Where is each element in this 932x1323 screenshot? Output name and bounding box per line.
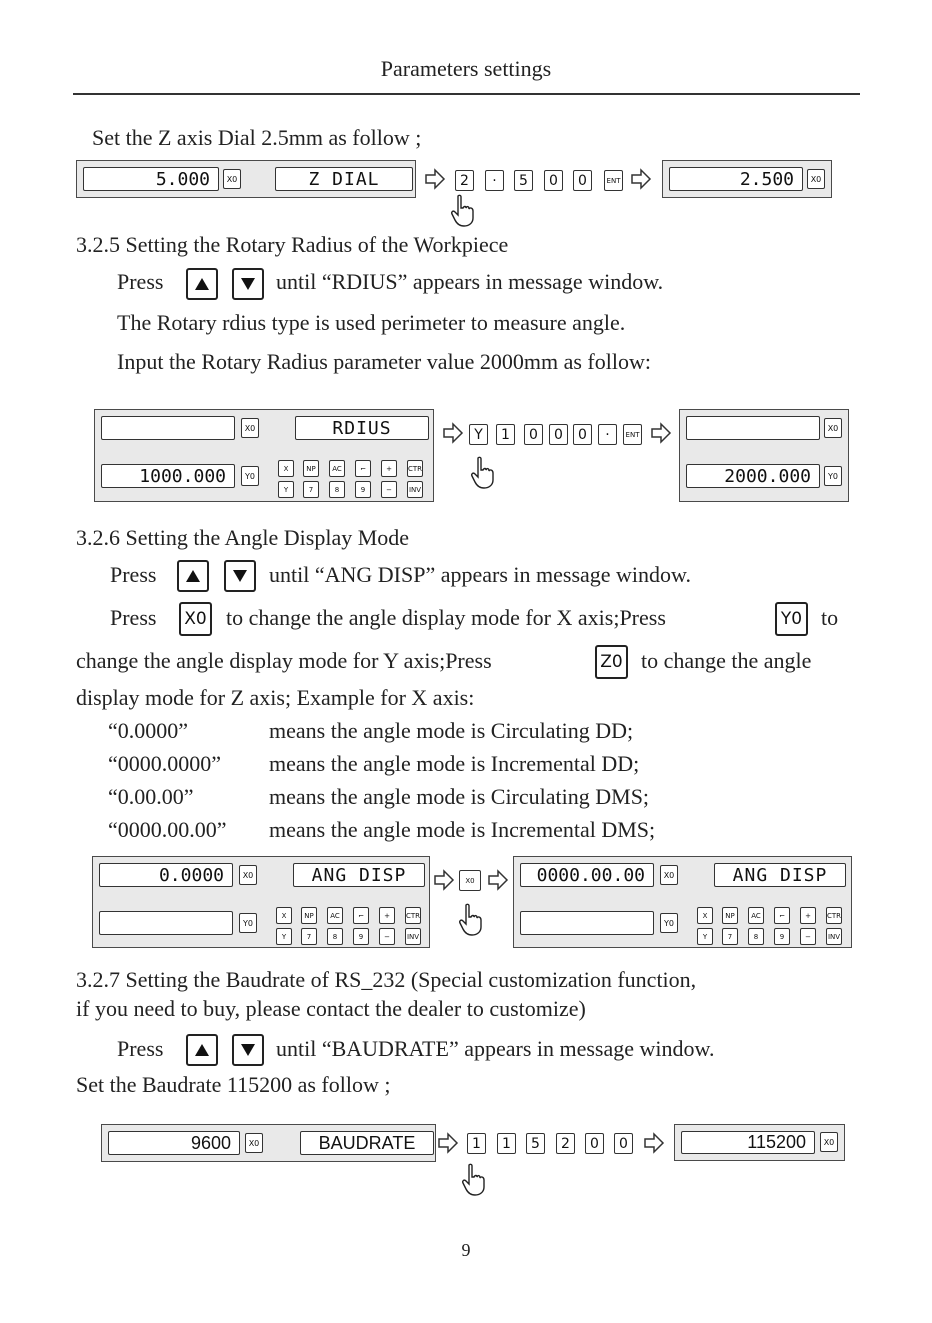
keypad-key: AC: [748, 907, 764, 924]
key-point: ·: [598, 424, 617, 445]
down-key-icon: [224, 560, 256, 592]
z-dial-display-panel: [76, 160, 416, 198]
x-axis-display: 2.500: [669, 167, 803, 191]
rotary-result-panel: [679, 409, 849, 502]
key-0: 0: [614, 1133, 633, 1154]
key-2: 2: [455, 170, 474, 191]
up-key-icon: [186, 268, 218, 300]
x-axis-display: [686, 416, 820, 440]
keypad-key: 7: [722, 928, 738, 945]
section-heading: 3.2.7 Setting the Baudrate of RS_232 (Special customization function,: [76, 967, 697, 992]
rotary-display-panel: [94, 409, 434, 502]
section-heading: 3.2.6 Setting the Angle Display Mode: [76, 525, 410, 550]
keypad-key: +: [381, 460, 397, 477]
y-axis-display: 2000.000: [686, 464, 820, 488]
key-0: 0: [549, 424, 568, 445]
key-0: 0: [524, 424, 543, 445]
paragraph-line: The Rotary rdius type is used perimeter to measure angle.: [117, 310, 626, 335]
x0-label: X0: [807, 169, 825, 189]
z0-key: Z0: [595, 645, 628, 679]
arrow-right-icon: [643, 1132, 665, 1154]
section-heading-cont: if you need to buy, please contact the dealer to customize): [76, 996, 586, 1021]
press-text: Press: [110, 605, 157, 630]
key-0: 0: [544, 170, 563, 191]
x-axis-display: 115200: [681, 1131, 815, 1154]
keypad-key: Y: [276, 928, 292, 945]
message-window: ANG DISP: [293, 863, 425, 887]
angle-display-panel: [92, 856, 430, 948]
paragraph-text: display mode for Z axis; Example for X axis:: [76, 685, 475, 710]
key-1: 1: [467, 1133, 486, 1154]
angle-result-panel: [513, 856, 852, 948]
keypad-key: AC: [327, 907, 343, 924]
keypad-key: ⌐: [355, 460, 371, 477]
mode-description: means the angle mode is Circulating DD;: [269, 718, 634, 743]
until-text: until “ANG DISP” appears in message window.: [269, 562, 691, 587]
key-enter: ENT: [604, 170, 623, 191]
keypad-key: −: [379, 928, 395, 945]
key-1: 1: [496, 424, 515, 445]
keypad-key: X: [697, 907, 713, 924]
keypad-key: NP: [722, 907, 738, 924]
x0-label: X0: [223, 169, 241, 189]
keypad-key: Y: [697, 928, 713, 945]
paragraph-text: to change the angle display mode for X axis;Press: [226, 605, 666, 630]
keypad-key: NP: [301, 907, 317, 924]
message-window: Z DIAL: [275, 167, 413, 191]
arrow-right-icon: [650, 422, 672, 444]
key-y: Y: [469, 424, 488, 445]
message-window: BAUDRATE: [300, 1131, 434, 1155]
key-point: ·: [485, 170, 504, 191]
keypad-key: ⌐: [774, 907, 790, 924]
keypad-key: +: [379, 907, 395, 924]
y-axis-display: [520, 911, 654, 935]
keypad-key: 9: [355, 481, 371, 498]
press-text: Press: [117, 269, 164, 294]
z-dial-result-panel: [662, 160, 832, 198]
arrow-right-icon: [487, 869, 509, 891]
paragraph-text: to change the angle: [641, 648, 812, 673]
keypad-key: INV: [405, 928, 421, 945]
keypad-key: CTR: [405, 907, 421, 924]
keypad-key: NP: [303, 460, 319, 477]
paragraph-line: Set the Baudrate 115200 as follow ;: [76, 1072, 391, 1097]
x0-label: X0: [660, 865, 678, 885]
mode-description: means the angle mode is Circulating DMS;: [269, 784, 650, 809]
x0-label: X0: [239, 865, 257, 885]
baud-display-panel: [101, 1124, 436, 1162]
keypad-key: 8: [748, 928, 764, 945]
x0-key: X0: [179, 602, 212, 636]
pointing-hand-icon: [470, 456, 496, 490]
arrow-right-icon: [630, 168, 652, 190]
press-text: Press: [110, 562, 157, 587]
keypad-key: INV: [826, 928, 842, 945]
keypad-key: CTR: [826, 907, 842, 924]
key-5: 5: [526, 1133, 545, 1154]
x0-key: X0: [459, 870, 481, 891]
keypad-key: −: [800, 928, 816, 945]
y0-label: Y0: [824, 466, 842, 486]
mode-value: “0000.00.00”: [108, 817, 227, 842]
message-window: RDIUS: [295, 416, 429, 440]
paragraph-text: change the angle display mode for Y axis;Press: [76, 648, 492, 673]
arrow-right-icon: [437, 1132, 459, 1154]
key-enter: ENT: [623, 424, 642, 445]
x-axis-display: [101, 416, 235, 440]
pointing-hand-icon: [450, 194, 476, 228]
paragraph-line: Input the Rotary Radius parameter value 2000mm as follow:: [117, 349, 651, 374]
key-5: 5: [514, 170, 533, 191]
page-header: Parameters settings: [380, 56, 552, 81]
x-axis-display: 0000.00.00: [520, 863, 654, 887]
arrow-right-icon: [424, 168, 446, 190]
keypad-key: +: [800, 907, 816, 924]
keypad-key: 7: [303, 481, 319, 498]
key-0: 0: [573, 424, 592, 445]
keypad-key: INV: [407, 481, 423, 498]
x0-label: X0: [241, 418, 259, 438]
mode-description: means the angle mode is Incremental DD;: [269, 751, 640, 776]
down-key-icon: [232, 268, 264, 300]
until-text: until “RDIUS” appears in message window.: [276, 269, 664, 294]
keypad-key: 9: [353, 928, 369, 945]
keypad-key: −: [381, 481, 397, 498]
y0-label: Y0: [239, 913, 257, 933]
mode-description: means the angle mode is Incremental DMS;: [269, 817, 656, 842]
pointing-hand-icon: [461, 1163, 487, 1197]
x-axis-display: 9600: [108, 1131, 240, 1155]
x-axis-display: 5.000: [83, 167, 219, 191]
x0-label: X0: [245, 1133, 263, 1153]
key-1: 1: [497, 1133, 516, 1154]
keypad-key: Y: [278, 481, 294, 498]
message-window: ANG DISP: [714, 863, 846, 887]
key-0: 0: [585, 1133, 604, 1154]
mode-value: “0.0000”: [108, 718, 189, 743]
y0-label: Y0: [660, 913, 678, 933]
keypad-key: CTR: [407, 460, 423, 477]
y0-key: Y0: [775, 602, 808, 636]
key-2: 2: [556, 1133, 575, 1154]
keypad-key: X: [278, 460, 294, 477]
x-axis-display: 0.0000: [99, 863, 233, 887]
baud-result-panel: [674, 1124, 845, 1161]
x0-label: X0: [820, 1132, 838, 1152]
keypad-key: 8: [327, 928, 343, 945]
header-rule: [73, 93, 860, 95]
keypad-key: 9: [774, 928, 790, 945]
keypad-key: 8: [329, 481, 345, 498]
pointing-hand-icon: [458, 903, 484, 937]
keypad-key: AC: [329, 460, 345, 477]
keypad-key: ⌐: [353, 907, 369, 924]
down-key-icon: [232, 1034, 264, 1066]
up-key-icon: [177, 560, 209, 592]
y-axis-display: 1000.000: [101, 464, 235, 488]
arrow-right-icon: [442, 422, 464, 444]
page-number: 9: [461, 1240, 471, 1260]
y0-label: Y0: [241, 466, 259, 486]
press-text: Press: [117, 1036, 164, 1061]
x0-label: X0: [824, 418, 842, 438]
section-heading: 3.2.5 Setting the Rotary Radius of the Workpiece: [76, 232, 509, 257]
mode-value: “0000.0000”: [108, 751, 222, 776]
up-key-icon: [186, 1034, 218, 1066]
keypad-key: 7: [301, 928, 317, 945]
paragraph-text: to: [821, 605, 839, 630]
key-0: 0: [573, 170, 592, 191]
keypad-key: X: [276, 907, 292, 924]
mode-value: “0.00.00”: [108, 784, 194, 809]
y-axis-display: [99, 911, 233, 935]
until-text: until “BAUDRATE” appears in message window.: [276, 1036, 715, 1061]
z-dial-intro: Set the Z axis Dial 2.5mm as follow ;: [92, 125, 422, 150]
arrow-right-icon: [433, 869, 455, 891]
